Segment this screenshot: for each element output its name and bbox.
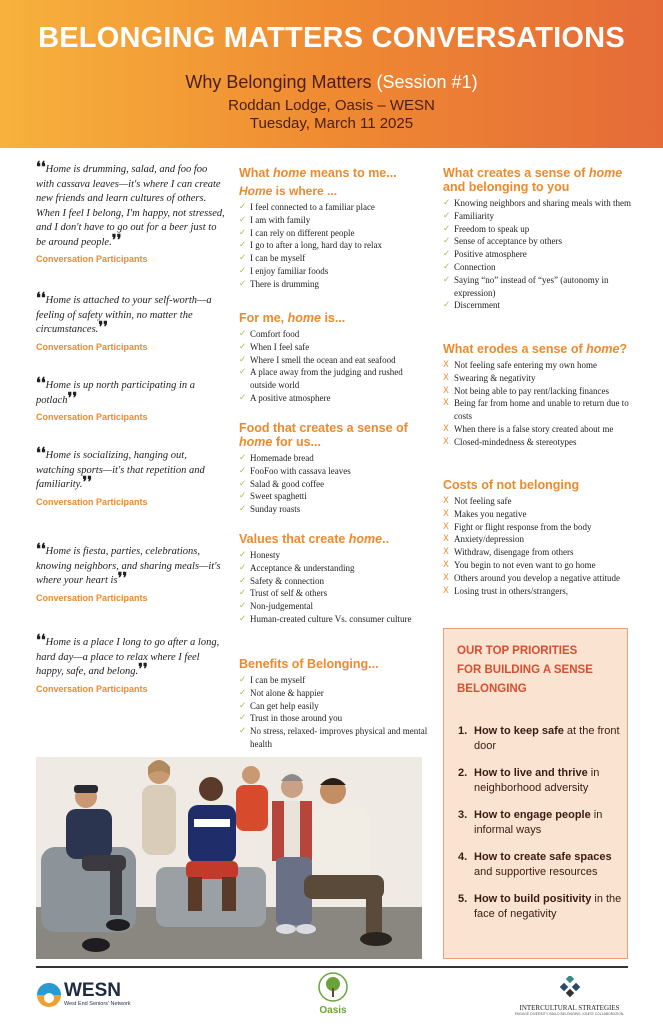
costs-section <box>443 478 631 597</box>
list-item-text: There is drumming <box>250 278 319 289</box>
list-item-text: FooFoo with cassava leaves <box>250 465 351 476</box>
list-item <box>239 490 429 503</box>
section-title: What creates a sense of home and belonging to you <box>443 166 623 194</box>
list-item-text: Discernment <box>454 300 500 311</box>
quote-block: ❛❛Home is drumming, salad, and foo foo with cassava leaves—it's where I can create new friends and learn cultures of others. When I feel I belong, I'm happy, not stressed, and I don't have to go out for a beer just to be around people.❜❜ Conversation Participants <box>36 160 225 264</box>
checkmark-icon: ✓ <box>239 504 247 515</box>
list-item-text: Not feeling safe entering my own home <box>454 360 597 370</box>
list-item <box>443 572 631 585</box>
is-tagline: ENGAGE DIVERSITY. BUILD BELONGING. IGNITE COLLABORATION. <box>514 1012 625 1016</box>
quote-block: ❛❛Home is attached to your self-worth—a feeling of safety within, no matter the circumstances.❜❜ Conversation Participants <box>36 294 226 352</box>
checkmark-icon: ✓ <box>443 198 451 208</box>
section-title: Costs of not belonging <box>443 478 580 492</box>
quote-text: Home is up north participating in a potlach <box>36 380 196 406</box>
check-list <box>443 197 631 312</box>
list-item <box>443 546 631 559</box>
list-item-text: Homemade bread <box>250 453 314 463</box>
list-item <box>443 521 631 534</box>
list-item-text: Sense of acceptance by others <box>454 236 562 247</box>
list-item-text: Freedom to speak up <box>454 223 530 234</box>
list-item <box>239 503 429 516</box>
list-item <box>239 354 429 367</box>
oasis-name: Oasis <box>319 1005 347 1016</box>
list-item-text: Losing trust in others/strangers, <box>454 585 568 596</box>
x-mark-icon: X <box>443 436 449 447</box>
x-mark-icon: X <box>443 423 449 434</box>
list-item-text: Positive atmosphere <box>454 249 527 260</box>
quote-block: ❛❛Home is a place I long to go after a long, hard day—a place to relax where I feel happy, safe, and belong.❜❜ Conversation Participants <box>36 636 226 694</box>
checkmark-icon: ✓ <box>239 354 247 365</box>
quote-attribution: Conversation Participants <box>36 341 148 352</box>
wesn-logo <box>36 980 146 1010</box>
list-item-text: Honesty <box>250 550 280 560</box>
list-item-text: Others around you develop a negative attitude <box>454 572 620 583</box>
list-item-text: Saying “no” instead of “yes” (autonomy in expression) <box>454 274 609 298</box>
list-item <box>239 575 429 588</box>
checkmark-icon: ✓ <box>443 300 451 311</box>
list-item-text: A place away from the judging and rushed outside world <box>250 367 403 391</box>
list-item <box>239 366 429 392</box>
list-item-text: Withdraw, disengage from others <box>454 547 574 558</box>
list-item <box>443 274 631 300</box>
list-item <box>443 436 631 449</box>
checkmark-icon: ✓ <box>239 392 247 403</box>
checkmark-icon: ✓ <box>239 253 247 264</box>
location: Roddan Lodge, Oasis – WESN <box>228 97 435 114</box>
subtitle-text: Why Belonging Matters <box>185 72 372 92</box>
priority-item: 3. How to engage people in informal ways <box>458 809 603 836</box>
checkmark-icon: ✓ <box>443 236 451 247</box>
list-item <box>443 533 631 546</box>
list-item <box>239 674 429 687</box>
list-item-text: Sunday roasts <box>250 504 301 515</box>
list-item <box>443 261 631 274</box>
priority-item: 2. How to live and thrive in neighborhood adversity <box>458 767 600 794</box>
checkmark-icon: ✓ <box>239 265 247 276</box>
is-name: INTERCULTURAL STRATEGIES <box>519 1004 620 1012</box>
list-item <box>239 587 429 600</box>
x-mark-icon: X <box>443 385 449 396</box>
checkmark-icon: ✓ <box>239 726 247 737</box>
list-item-text: Salad & good coffee <box>250 478 325 489</box>
list-item-text: Can get help easily <box>250 700 319 711</box>
footer-divider <box>36 966 628 968</box>
group-photo-illustration <box>36 757 422 959</box>
checkmark-icon: ✓ <box>239 278 247 289</box>
quote-text: Home is drumming, salad, and foo foo with cassava leaves—it's where I can create new friends and learn cultures of others. When I feel I belong, I'm happy, not stressed, and I don't have to go out for a beer just to be around people. <box>36 164 225 248</box>
list-item-text: Familiarity <box>454 210 494 221</box>
quote-text: Home is socializing, hanging out, watching sports—it's that repetition and familiarity. <box>36 450 205 490</box>
list-item-text: Connection <box>454 261 496 272</box>
list-item <box>239 613 429 626</box>
priorities-title: OUR TOP PRIORITIES FOR BUILDING A SENSE BELONGING <box>457 645 593 695</box>
list-item-text: Human-created culture Vs. consumer culture <box>250 613 412 624</box>
list-item-text: I go to after a long, hard day to relax <box>250 240 382 251</box>
list-item-text: Knowing neighbors and sharing meals with them <box>454 198 631 208</box>
quote-block: ❛❛Home is fiesta, parties, celebrations, knowing neighbors, and sharing meals—it's where your heart is❜❜ Conversation Participants <box>36 545 226 603</box>
list-item <box>239 712 429 725</box>
list-item-text: When there is a false story created about me <box>454 423 614 434</box>
list-item <box>443 585 631 598</box>
list-item-text: When I feel safe <box>250 341 310 352</box>
checkmark-icon: ✓ <box>239 341 247 352</box>
check-list <box>239 674 429 751</box>
list-item-text: You begin to not even want to go home <box>454 559 596 570</box>
priorities-list <box>458 724 627 921</box>
values-section <box>239 532 429 626</box>
x-mark-icon: X <box>443 496 449 506</box>
check-list <box>239 452 429 516</box>
home-means-section <box>239 166 429 291</box>
list-item-text: No stress, relaxed- improves physical and mental health <box>250 726 428 749</box>
list-item-text: Closed-mindedness & stereotypes <box>454 436 577 447</box>
checkmark-icon: ✓ <box>239 465 247 476</box>
list-item <box>239 549 429 562</box>
list-item-text: Makes you negative <box>454 508 527 519</box>
check-list <box>239 549 429 626</box>
list-item <box>239 341 429 354</box>
list-item-text: I can be myself <box>250 253 306 264</box>
quote-attribution: Conversation Participants <box>36 412 148 422</box>
list-item <box>443 299 631 312</box>
list-item <box>239 214 429 227</box>
list-item <box>239 687 429 700</box>
list-item <box>239 478 429 491</box>
list-item <box>239 392 429 405</box>
checkmark-icon: ✓ <box>239 453 247 463</box>
checkmark-icon: ✓ <box>239 575 247 586</box>
list-item <box>239 239 429 252</box>
checkmark-icon: ✓ <box>443 223 451 234</box>
priority-item: 4. How to create safe spaces and supportive resources <box>458 851 612 878</box>
check-list <box>239 201 429 291</box>
list-item-text: I am with family <box>250 214 311 225</box>
quote-attribution: Conversation Participants <box>36 496 148 507</box>
list-item <box>443 423 631 436</box>
quote-text: Home is fiesta, parties, celebrations, knowing neighbors, and sharing meals—it's where your heart is <box>36 546 221 586</box>
x-mark-icon: X <box>443 508 449 519</box>
x-list <box>443 495 631 597</box>
list-item <box>443 235 631 248</box>
checkmark-icon: ✓ <box>443 210 451 221</box>
x-mark-icon: X <box>443 559 449 570</box>
list-item <box>443 495 631 508</box>
checkmark-icon: ✓ <box>239 214 247 225</box>
list-item <box>239 600 429 613</box>
x-mark-icon: X <box>443 360 449 370</box>
list-item <box>443 197 631 210</box>
list-item-text: Not being able to pay rent/lacking finances <box>454 385 609 396</box>
section-subtitle: Home is where ... <box>239 184 338 198</box>
quote-attribution: Conversation Participants <box>36 683 148 694</box>
x-mark-icon: X <box>443 585 449 596</box>
list-item-text: Comfort food <box>250 329 300 339</box>
list-item-text: Trust in those around you <box>250 713 343 724</box>
list-item-text: Being far from home and unable to return due to costs <box>454 398 629 422</box>
x-mark-icon: X <box>443 398 449 409</box>
list-item-text: I enjoy familiar foods <box>250 265 329 276</box>
checkmark-icon: ✓ <box>239 367 247 378</box>
list-item-text: Fight or flight response from the body <box>454 521 592 532</box>
section-title: Food that creates a sense of home for us... <box>239 421 408 449</box>
priority-item: 1. How to keep safe at the front door <box>458 725 620 752</box>
quote-block: ❛❛Home is socializing, hanging out, watching sports—it's that repetition and familiarity.❜❜ Conversation Participants <box>36 449 226 507</box>
checkmark-icon: ✓ <box>239 601 247 612</box>
list-item-text: I can rely on different people <box>250 227 355 238</box>
intercultural-strategies-logo <box>507 976 632 1018</box>
erodes-section <box>443 342 631 449</box>
list-item-text: Safety & connection <box>250 575 324 586</box>
checkmark-icon: ✓ <box>239 675 247 685</box>
checkmark-icon: ✓ <box>239 700 247 711</box>
list-item-text: A positive atmosphere <box>250 392 331 403</box>
section-title: What erodes a sense of home? <box>443 342 628 356</box>
checkmark-icon: ✓ <box>239 588 247 599</box>
poster-title: BELONGING MATTERS CONVERSATIONS <box>38 22 625 54</box>
list-item <box>239 465 429 478</box>
list-item <box>443 248 631 261</box>
list-item-text: Sweet spaghetti <box>250 491 307 502</box>
for-me-section <box>239 311 429 405</box>
section-title: Benefits of Belonging... <box>239 657 379 671</box>
priorities-box <box>443 628 628 959</box>
creates-section <box>443 166 631 312</box>
list-item-text: Trust of self & others <box>250 588 328 599</box>
oasis-tree-icon <box>318 972 348 1002</box>
session-subtitle <box>0 72 663 93</box>
quote-text: Home is a place I long to go after a long, hard day—a place to relax where I feel happy, safe, and belong. <box>36 637 220 677</box>
list-item <box>239 700 429 713</box>
checkmark-icon: ✓ <box>239 202 247 212</box>
list-item <box>443 385 631 398</box>
checkmark-icon: ✓ <box>239 240 247 251</box>
checkmark-icon: ✓ <box>443 274 451 285</box>
list-item-text: Non-judgemental <box>250 601 313 612</box>
quote-text: Home is attached to your self-worth—a feeling of safety within, no matter the circumstances. <box>36 295 212 335</box>
list-item <box>239 227 429 240</box>
wesn-full-name: West End Seniors' Network <box>64 1001 131 1007</box>
list-item <box>239 725 429 751</box>
x-mark-icon: X <box>443 521 449 532</box>
group-photo <box>36 757 422 959</box>
list-item <box>443 508 631 521</box>
is-logo-icon <box>558 976 582 998</box>
list-item <box>239 452 429 465</box>
food-section <box>239 421 429 516</box>
checkmark-icon: ✓ <box>239 227 247 238</box>
section-title: Values that create home.. <box>239 532 390 546</box>
list-item-text: I can be myself <box>250 675 306 685</box>
list-item <box>443 210 631 223</box>
list-item <box>239 562 429 575</box>
check-list <box>239 328 429 405</box>
checkmark-icon: ✓ <box>239 491 247 502</box>
benefits-section <box>239 657 429 751</box>
x-mark-icon: X <box>443 572 449 583</box>
section-title: For me, home is... <box>239 311 346 325</box>
checkmark-icon: ✓ <box>239 613 247 624</box>
priority-item: 5. How to build positivity in the face of negativity <box>458 893 622 920</box>
list-item <box>443 223 631 236</box>
list-item-text: Acceptance & understanding <box>250 562 355 573</box>
list-item <box>443 372 631 385</box>
x-mark-icon: X <box>443 372 449 383</box>
x-list <box>443 359 631 449</box>
session-label: (Session #1) <box>376 72 478 92</box>
list-item-text: Anxiety/depression <box>454 534 524 545</box>
wesn-logo-icon <box>36 982 62 1008</box>
x-mark-icon: X <box>443 534 449 545</box>
checkmark-icon: ✓ <box>239 550 247 560</box>
list-item-text: Not feeling safe <box>454 496 512 506</box>
list-item <box>239 278 429 291</box>
list-item-text: I feel connected to a familiar place <box>250 202 375 212</box>
x-mark-icon: X <box>443 547 449 558</box>
quote-attribution: Conversation Participants <box>36 254 148 264</box>
list-item <box>239 252 429 265</box>
quote-attribution: Conversation Participants <box>36 592 148 603</box>
list-item <box>239 328 429 341</box>
section-title: What home means to me... <box>239 166 397 180</box>
list-item-text: Where I smell the ocean and eat seafood <box>250 354 396 365</box>
event-date: Tuesday, March 11 2025 <box>249 115 414 132</box>
quote-block: ❛❛Home is up north participating in a potlach❜❜ Conversation Participants <box>36 379 226 422</box>
list-item-text: Not alone & happier <box>250 687 324 698</box>
checkmark-icon: ✓ <box>239 562 247 573</box>
checkmark-icon: ✓ <box>443 249 451 260</box>
list-item <box>239 265 429 278</box>
list-item <box>443 397 631 423</box>
list-item-text: Swearing & negativity <box>454 372 536 383</box>
header-banner <box>0 0 663 148</box>
checkmark-icon: ✓ <box>239 687 247 698</box>
list-item <box>443 559 631 572</box>
checkmark-icon: ✓ <box>239 478 247 489</box>
wesn-name: WESN <box>64 980 121 1001</box>
checkmark-icon: ✓ <box>239 713 247 724</box>
oasis-logo <box>313 972 353 1018</box>
list-item <box>443 359 631 372</box>
list-item <box>239 201 429 214</box>
checkmark-icon: ✓ <box>239 329 247 339</box>
checkmark-icon: ✓ <box>443 261 451 272</box>
